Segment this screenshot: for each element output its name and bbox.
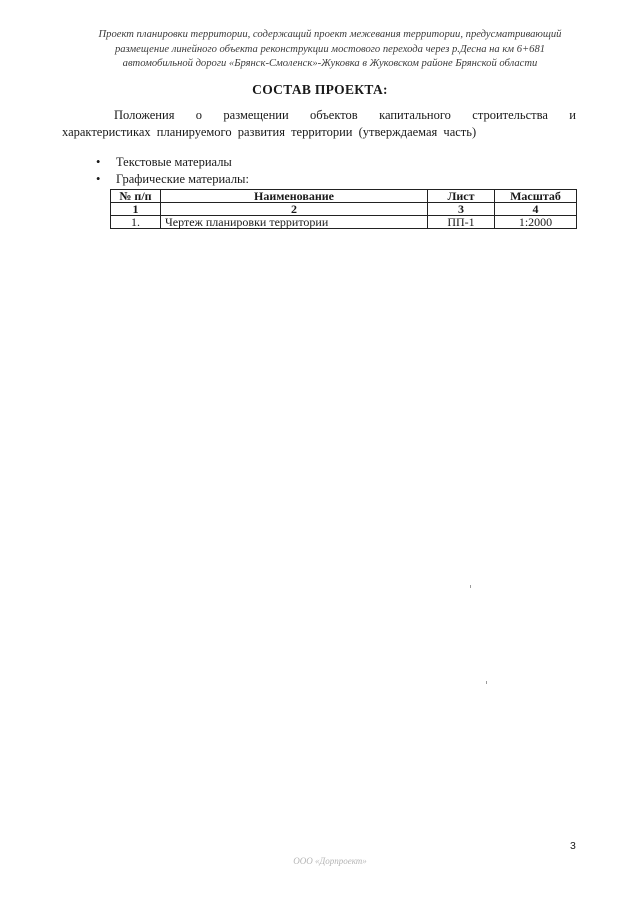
- intro-line-2: характеристиках планируемого развития территории (утверждаемая часть): [62, 125, 477, 139]
- table-cell-sheet: ПП-1: [428, 216, 495, 229]
- graphic-materials-table: [110, 189, 577, 229]
- intro-word: о: [195, 108, 203, 122]
- intro-word: и: [569, 108, 576, 122]
- column-number: 3: [428, 203, 495, 216]
- intro-word: строительства: [472, 108, 548, 122]
- table-header-row: [111, 190, 577, 203]
- column-number: 1: [111, 203, 161, 216]
- list-item-label: Графические материалы:: [116, 172, 249, 186]
- column-header-sheet: Лист: [428, 190, 495, 203]
- column-number-row: [111, 203, 577, 216]
- column-header-name: Наименование: [161, 190, 428, 203]
- intro-word: размещении: [223, 108, 289, 122]
- list-item: [96, 154, 249, 171]
- intro-line-1: [86, 107, 576, 124]
- scan-speck: [486, 681, 487, 684]
- footer-note: ООО «Дорпроект»: [293, 856, 367, 866]
- document-header-note: Проект планировки территории, содержащий проект межевания территории, предусматривающий размещение линейного объекта реконструкции мостового перехода через р.Десна на км 6+681 автомобильной дороги «Брянск-Смоленск»-Жуковка в Жуковском районе Брянской области: [98, 29, 562, 69]
- list-item: [96, 171, 249, 188]
- intro-word: Положения: [114, 108, 175, 122]
- table-row: [111, 216, 577, 229]
- intro-word: капитального: [379, 108, 451, 122]
- table-cell-name: Чертеж планировки территории: [161, 216, 428, 229]
- table-cell-scale: 1:2000: [495, 216, 577, 229]
- table-cell-number: 1.: [111, 216, 161, 229]
- column-number: 4: [495, 203, 577, 216]
- column-header-scale: Масштаб: [495, 190, 577, 203]
- bullet-icon: •: [96, 155, 101, 169]
- bullet-icon: •: [96, 172, 101, 186]
- list-item-label: Текстовые материалы: [116, 155, 232, 169]
- page-title: СОСТАВ ПРОЕКТА:: [252, 82, 388, 97]
- column-number: 2: [161, 203, 428, 216]
- page-number: 3: [570, 840, 576, 852]
- intro-word: объектов: [310, 108, 358, 122]
- column-header-number: № п/п: [111, 190, 161, 203]
- scan-speck: [470, 585, 471, 588]
- materials-list: [96, 154, 249, 188]
- intro-paragraph: [62, 107, 576, 141]
